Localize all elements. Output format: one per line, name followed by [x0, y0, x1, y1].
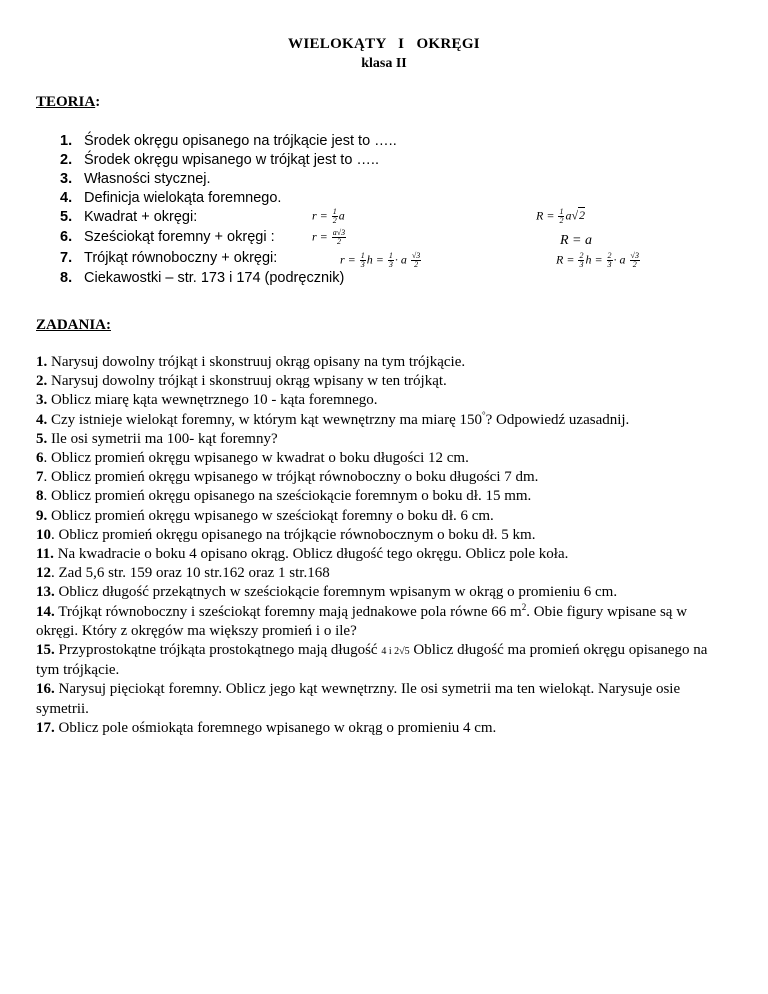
task-text: Oblicz długość przekątnych w sześciokącie foremnym wpisanym w okrąg o promieniu 6 cm.	[58, 584, 618, 601]
theory-heading-colon: :	[95, 94, 101, 110]
formula-r-triangle: r = $\frac{1}{3}$ h = $\frac{1}{3}$ · a $\frac{√3}{2}$	[340, 251, 421, 269]
page-title: WIELOKĄTY I OKRĘGI	[288, 36, 480, 52]
formula-R-hexagon: R = a	[560, 233, 592, 248]
task-text: Na kwadracie o boku 4 opisano okrąg. Oblicz długość tego okręgu. Oblicz pole koła.	[57, 546, 569, 563]
theory-item-number: 3.	[60, 171, 73, 187]
theory-item-text: Definicja wielokąta foremnego.	[84, 190, 282, 206]
formula-r-hexagon: r = $\frac{a√3}{2}$	[312, 228, 346, 246]
theory-item-text: Środek okręgu wpisanego w trójkąt jest to …..	[84, 152, 379, 168]
task-text-continued: Oblicz długość ma promień okręgu opisanego na tym trójkącie.	[36, 642, 708, 679]
task-text: Przyprostokątne trójkąta prostokątnego mają długość	[58, 642, 382, 659]
page-subtitle: klasa II	[361, 56, 407, 71]
square-superscript: 2	[521, 601, 527, 612]
task-number: 7	[36, 469, 44, 486]
degree-superscript: °	[482, 409, 486, 420]
task-text: Narysuj pięciokąt foremny. Oblicz jego kąt wewnętrzny. Ile osi symetrii ma ten wielokąt. Narysuje osie symetrii.	[36, 681, 681, 717]
task-text: . Oblicz promień okręgu opisanego na trójkącie równobocznym o boku dł. 5 km.	[51, 526, 536, 543]
task-text: Trójkąt równoboczny i sześciokąt foremny mają jednakowe pola równe 66 m	[58, 603, 522, 620]
task-text: Ile osi symetrii ma 100- kąt foremny?	[51, 430, 278, 447]
task-number: 12	[36, 565, 51, 582]
theory-item-text: Trójkąt równoboczny + okręgi:	[84, 250, 278, 266]
task-item	[36, 526, 726, 545]
theory-item-number: 1.	[60, 133, 73, 149]
task-item	[36, 411, 726, 430]
task-item	[36, 468, 726, 487]
task-text: . Oblicz promień okręgu opisanego na sześciokącie foremnym o boku dł. 15 mm.	[43, 488, 532, 505]
tasks-heading: ZADANIA:	[36, 317, 111, 333]
task-item	[36, 430, 726, 449]
task-item	[36, 564, 726, 583]
theory-item-number: 5.	[60, 209, 73, 225]
task-item	[36, 507, 726, 526]
tasks-list	[36, 353, 726, 738]
task-text: Oblicz miarę kąta wewnętrznego 10 - kąta foremnego.	[51, 392, 378, 409]
task-number: 14.	[36, 603, 55, 620]
task-number: 10	[36, 526, 51, 543]
task-number: 1.	[36, 354, 48, 370]
task-number: 4.	[36, 411, 48, 428]
task-number: 17.	[36, 719, 55, 736]
theory-item-number: 2.	[60, 152, 73, 168]
task-item	[36, 603, 726, 641]
theory-heading-text: TEORIA	[36, 94, 96, 110]
formula-R-triangle: R = $\frac{2}{3}$ h = $\frac{2}{3}$ · a $\frac{√3}{2}$	[556, 251, 639, 269]
task-item	[36, 353, 726, 372]
task-text: Oblicz promień okręgu wpisanego w sześciokąt foremny o boku dł. 6 cm.	[51, 507, 494, 524]
task-number: 15.	[36, 642, 55, 659]
task-number: 13.	[36, 584, 55, 601]
task-item	[36, 487, 726, 506]
theory-item-text: Ciekawostki – str. 173 i 174 (podręcznik)	[84, 270, 345, 286]
task-number: 9.	[36, 507, 48, 524]
task-number: 11.	[36, 546, 54, 563]
task-item	[36, 545, 726, 564]
task-item	[36, 449, 726, 468]
theory-item-number: 7.	[60, 250, 73, 266]
theory-item-text: Własności stycznej.	[84, 171, 211, 187]
task-number: 3.	[36, 392, 48, 409]
task-text: . Oblicz promień okręgu wpisanego w trójkąt równoboczny o boku długości 7 dm.	[43, 469, 539, 486]
theory-item-number: 6.	[60, 229, 73, 245]
task-number: 16.	[36, 681, 55, 698]
task-text: Narysuj dowolny trójkąt i skonstruuj okrąg opisany na tym trójkącie.	[51, 354, 466, 370]
task-item	[36, 583, 726, 602]
inline-formula: 4 i 2√5	[381, 646, 410, 658]
theory-item-text: Kwadrat + okręgi:	[84, 209, 198, 225]
task-item	[36, 641, 726, 680]
task-text: . Oblicz promień okręgu wpisanego w kwadrat o boku długości 12 cm.	[43, 450, 469, 467]
task-text: . Zad 5,6 str. 159 oraz 10 str.162 oraz 1 str.168	[51, 565, 330, 582]
task-number: 6	[36, 450, 44, 467]
theory-item-text: Środek okręgu opisanego na trójkącie jest to …..	[84, 133, 397, 149]
task-text-continued: . Obie figury wpisane są w okręgi. Który z okręgów ma większy promień i o ile?	[36, 603, 688, 639]
task-item	[36, 391, 726, 410]
task-text: Czy istnieje wielokąt foremny, w którym kąt wewnętrzny ma miarę 150	[51, 411, 482, 428]
theory-item-text: Sześciokąt foremny + okręgi :	[84, 229, 275, 245]
task-text-continued: ? Odpowiedź uzasadnij.	[485, 411, 630, 428]
task-number: 5.	[36, 430, 48, 447]
formula-r-square: r = $\frac{1}{2}$ a	[312, 207, 345, 225]
task-text: Narysuj dowolny trójkąt i skonstruuj okrąg wpisany w ten trójkąt.	[51, 373, 447, 390]
task-text: Oblicz pole ośmiokąta foremnego wpisanego w okrąg o promieniu 4 cm.	[58, 719, 497, 736]
theory-heading	[36, 94, 100, 111]
task-item	[36, 719, 726, 738]
formula-R-square: R = $\frac{1}{2}$ a√2	[536, 207, 586, 225]
theory-item-number: 8.	[60, 270, 73, 286]
task-item	[36, 680, 726, 718]
theory-item-number: 4.	[60, 190, 73, 206]
task-number: 2.	[36, 373, 48, 390]
task-item	[36, 372, 726, 391]
task-number: 8	[36, 488, 44, 505]
